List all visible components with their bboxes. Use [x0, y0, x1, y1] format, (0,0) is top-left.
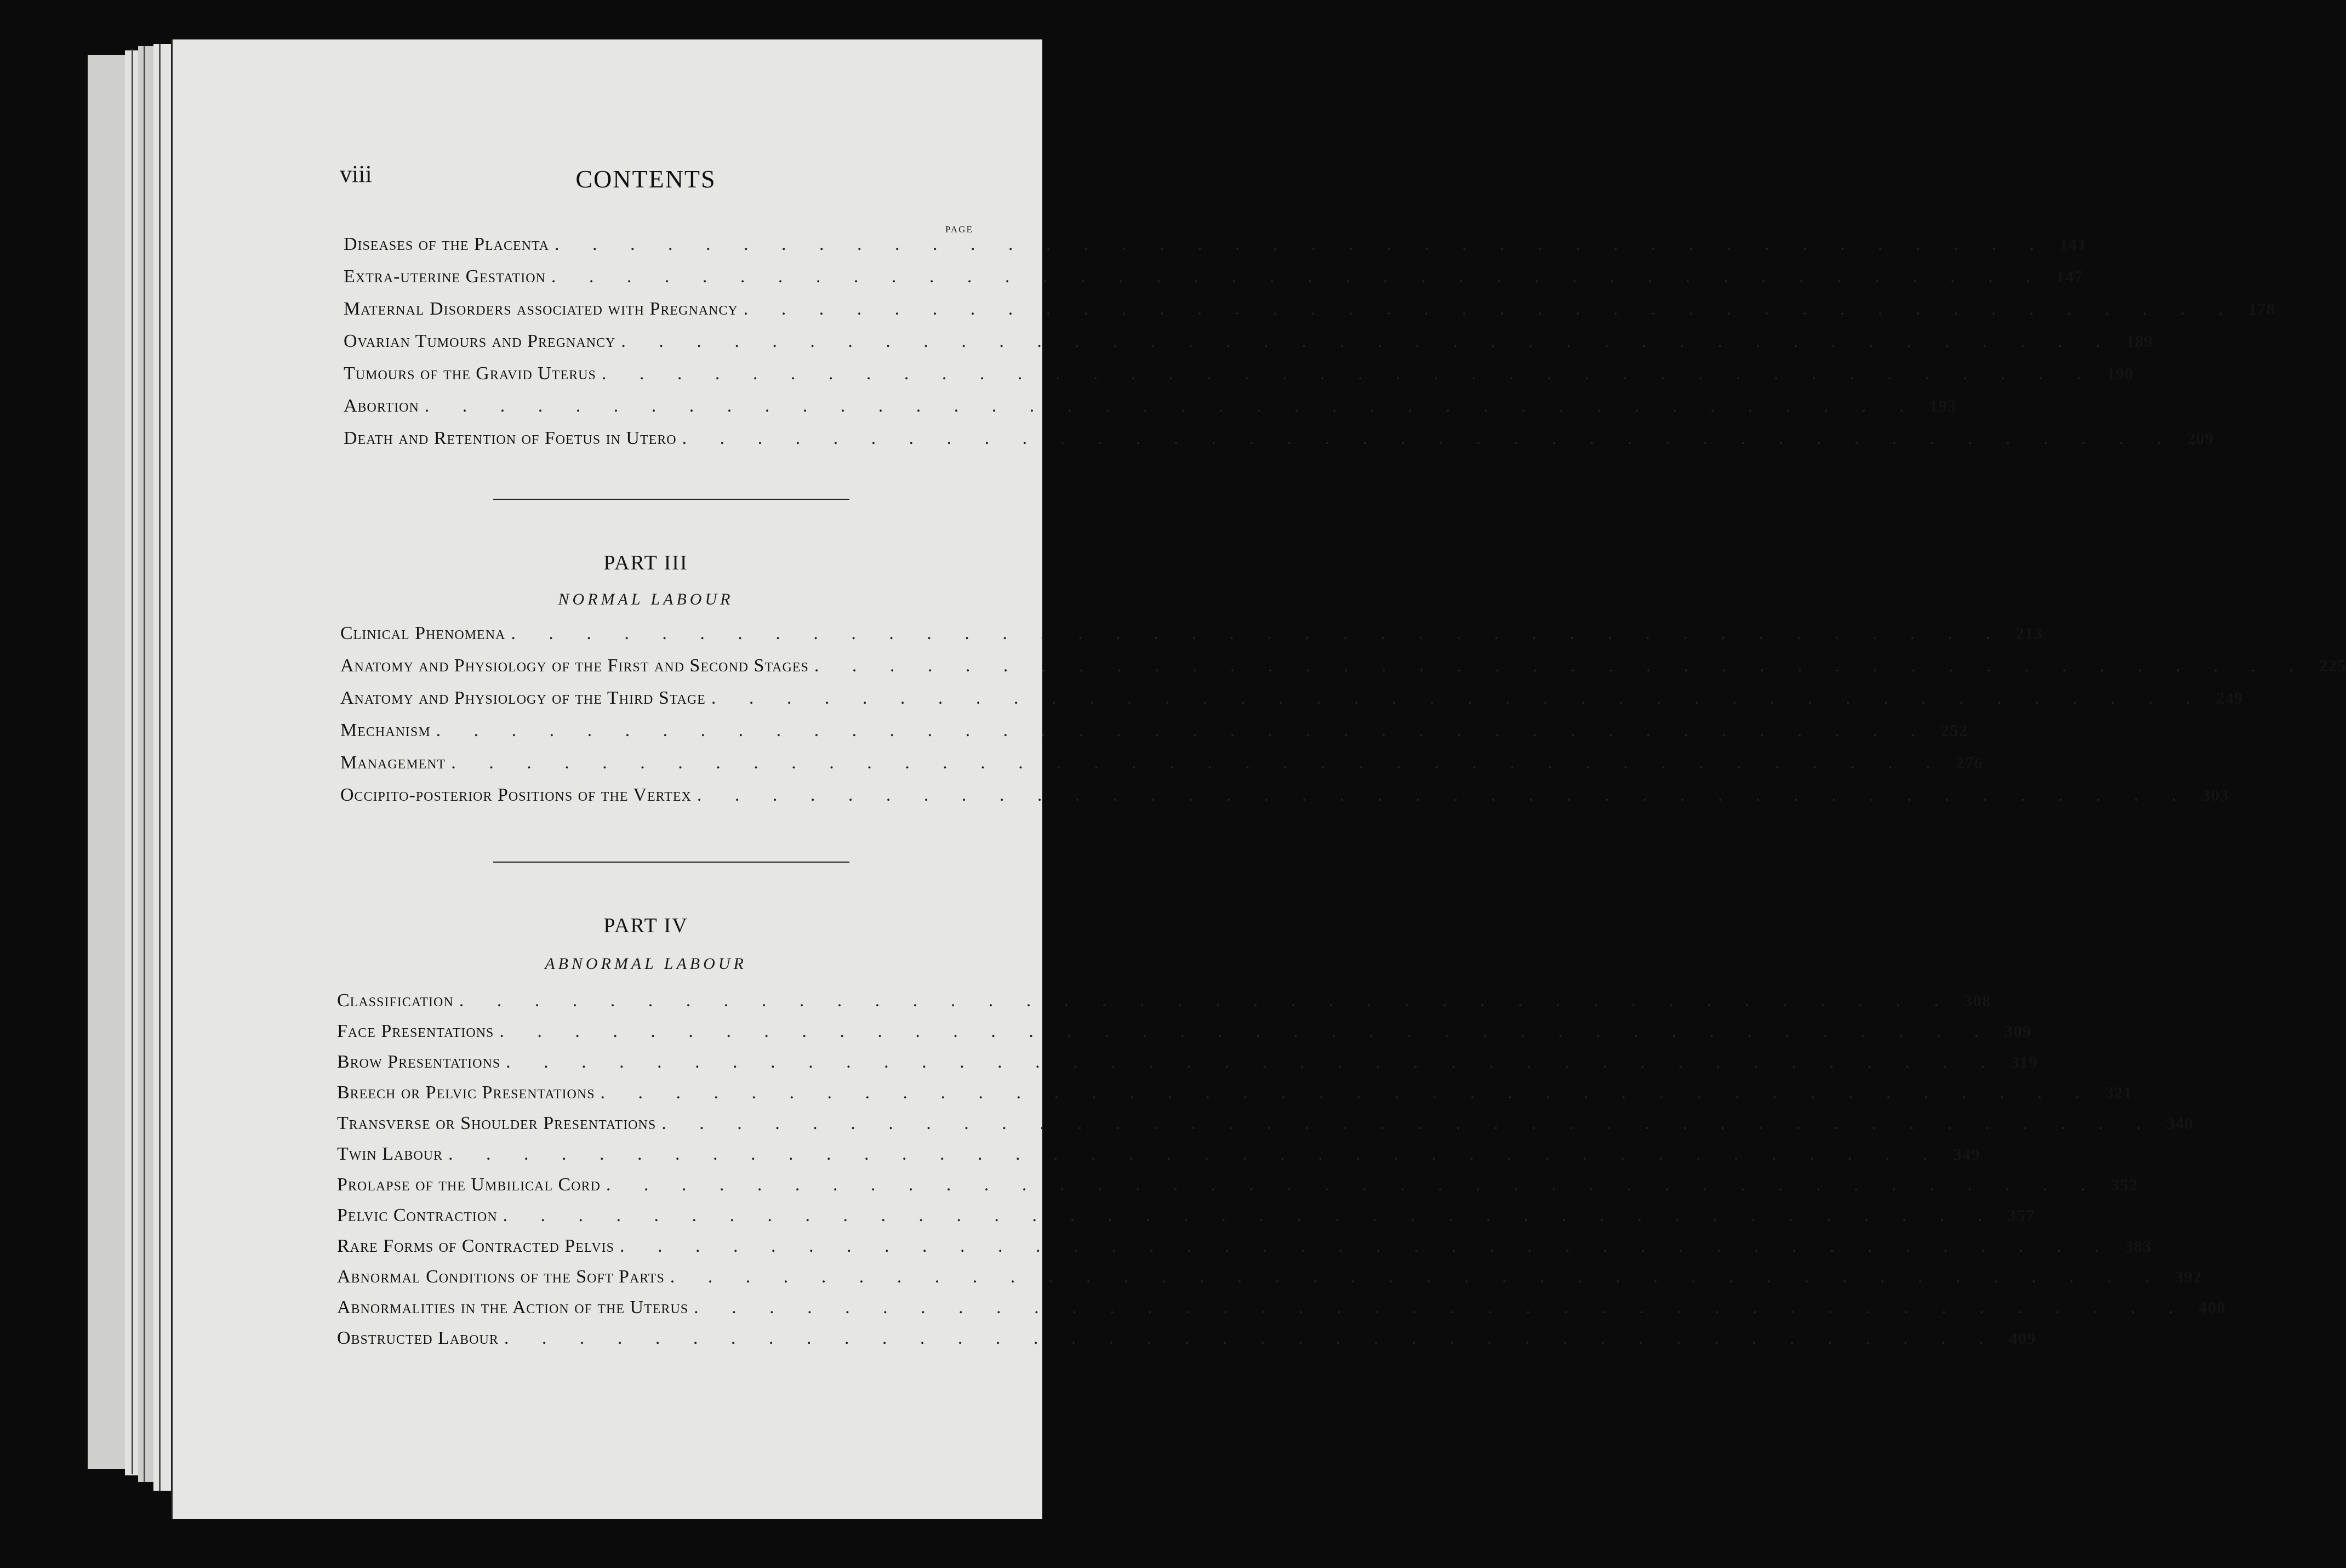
toc-entry-page: 340 — [2166, 1114, 2194, 1133]
toc-entry[interactable] — [340, 785, 2229, 806]
toc-entry-page: 190 — [2106, 364, 2134, 383]
toc-entry[interactable] — [337, 1267, 2202, 1287]
toc-entry-title: Clinical Phenomena — [340, 623, 506, 643]
toc-entry-page: 252 — [1940, 721, 1968, 740]
toc-entry[interactable] — [337, 990, 1991, 1011]
dot-leader: . . . . . . . . . . . . . . . . . . . . . . . . . . . . . . . . . . . . . . . . — [670, 1267, 2164, 1287]
toc-entry[interactable] — [344, 266, 2084, 287]
toc-entry[interactable] — [344, 396, 1957, 417]
toc-entry-page: 276 — [1956, 753, 1983, 772]
dot-leader: . . . . . . . . . . . . . . . . . . . . . . . . . . . . . . . . . . . . . . . . — [694, 1297, 2188, 1318]
dot-leader: . . . . . . . . . . . . . . . . . . . . . . . . . . . . . . . . . . . . . . . . — [451, 752, 1945, 773]
dot-leader: . . . . . . . . . . . . . . . . . . . . . . . . . . . . . . . . . . . . . . . . — [620, 1236, 2114, 1256]
toc-entry[interactable] — [344, 331, 2153, 352]
dot-leader: . . . . . . . . . . . . . . . . . . . . . . . . . . . . . . . . . . . . . . . . — [506, 1052, 2000, 1072]
toc-entry-page: 352 — [2110, 1175, 2138, 1194]
dot-leader: . . . . . . . . . . . . . . . . . . . . . . . . . . . . . . . . . . . . . . . . — [621, 331, 2115, 351]
toc-entry-page: 357 — [2007, 1206, 2035, 1225]
toc-entry-title: Obstructed Labour — [337, 1328, 499, 1348]
running-head — [173, 160, 1042, 198]
toc-entry-page: 193 — [1929, 396, 1957, 415]
dot-leader: . . . . . . . . . . . . . . . . . . . . . . . . . . . . . . . . . . . . . . . . — [459, 990, 1953, 1011]
toc-entry[interactable] — [337, 1328, 2036, 1349]
toc-entry-title: Brow Presentations — [337, 1052, 501, 1072]
section-divider — [493, 862, 849, 863]
toc-entry-title: Ovarian Tumours and Pregnancy — [344, 331, 616, 351]
toc-entry-page: 319 — [2011, 1052, 2038, 1071]
contents-page — [171, 39, 2346, 1519]
toc-entry[interactable] — [337, 1174, 2138, 1195]
toc-entry-title: Diseases of the Placenta — [344, 234, 550, 254]
dot-leader: . . . . . . . . . . . . . . . . . . . . . . . . . . . . . . . . . . . . . . . . — [814, 655, 2308, 676]
toc-entry-page: 303 — [2201, 785, 2229, 805]
toc-entry-page: 189 — [2126, 332, 2153, 351]
toc-entry-title: Breech or Pelvic Presentations — [337, 1082, 595, 1103]
dot-leader: . . . . . . . . . . . . . . . . . . . . . . . . . . . . . . . . . . . . . . . . — [555, 234, 2048, 254]
dot-leader: . . . . . . . . . . . . . . . . . . . . . . . . . . . . . . . . . . . . . . . . — [503, 1205, 1997, 1225]
toc-entry[interactable] — [337, 1021, 2031, 1042]
toc-entry-page: 309 — [2004, 1022, 2031, 1041]
part-heading: PART IV — [603, 914, 688, 937]
dot-leader: . . . . . . . . . . . . . . . . . . . . . . . . . . . . . . . . . . . . . . . . — [661, 1113, 2155, 1133]
toc-entry-title: Death and Retention of Foetus in Utero — [344, 428, 677, 448]
toc-entry-title: Anatomy and Physiology of the First and Second Stages — [340, 655, 809, 676]
toc-entry-page: 400 — [2199, 1298, 2226, 1317]
toc-entry-page: 383 — [2125, 1236, 2152, 1256]
dot-leader: . . . . . . . . . . . . . . . . . . . . . . . . . . . . . . . . . . . . . . . . — [436, 720, 1930, 740]
toc-entry[interactable] — [337, 1113, 2194, 1134]
dot-leader: . . . . . . . . . . . . . . . . . . . . . . . . . . . . . . . . . . . . . . . . — [743, 299, 2237, 319]
toc-entry-page: 141 — [2059, 235, 2087, 254]
toc-entry[interactable] — [344, 363, 2134, 384]
toc-entry-title: Prolapse of the Umbilical Cord — [337, 1174, 601, 1195]
toc-entry[interactable] — [337, 1236, 2152, 1257]
toc-entry-page: 392 — [2174, 1267, 2202, 1286]
toc-entry[interactable] — [337, 1052, 2038, 1073]
dot-leader: . . . . . . . . . . . . . . . . . . . . . . . . . . . . . . . . . . . . . . . . — [606, 1174, 2100, 1195]
dot-leader: . . . . . . . . . . . . . . . . . . . . . . . . . . . . . . . . . . . . . . . . — [504, 1328, 1998, 1348]
page-edge-line — [144, 46, 145, 1482]
toc-entry[interactable] — [340, 655, 2346, 676]
toc-entry[interactable] — [340, 720, 1968, 741]
toc-entry-title: Abortion — [344, 396, 419, 416]
page-folio: viii — [340, 161, 372, 187]
dot-leader: . . . . . . . . . . . . . . . . . . . . . . . . . . . . . . . . . . . . . . . . — [601, 363, 2096, 384]
toc-entry-title: Abnormal Conditions of the Soft Parts — [337, 1267, 665, 1287]
part-subtitle: NORMAL LABOUR — [558, 590, 734, 608]
page-column-label: PAGE — [945, 224, 973, 235]
part-heading: PART III — [603, 551, 688, 574]
toc-entry-page: 321 — [2105, 1083, 2133, 1102]
toc-entry[interactable] — [340, 623, 2043, 644]
toc-entry[interactable] — [337, 1082, 2133, 1103]
toc-entry-title: Rare Forms of Contracted Pelvis — [337, 1236, 614, 1256]
section-divider — [493, 499, 849, 500]
toc-entry-page: 249 — [2216, 688, 2244, 708]
page-title: CONTENTS — [575, 165, 716, 193]
toc-entry-page: 349 — [1953, 1144, 1980, 1164]
toc-entry[interactable] — [337, 1205, 2035, 1226]
toc-entry-title: Occipito-posterior Positions of the Vertex — [340, 785, 692, 805]
part-subtitle: ABNORMAL LABOUR — [545, 955, 747, 973]
page-edge-line — [159, 44, 161, 1491]
toc-entry-title: Extra-uterine Gestation — [344, 266, 546, 287]
dot-leader: . . . . . . . . . . . . . . . . . . . . . . . . . . . . . . . . . . . . . . . . — [551, 266, 2045, 287]
toc-entry-page: 213 — [2016, 624, 2043, 643]
dot-leader: . . . . . . . . . . . . . . . . . . . . . . . . . . . . . . . . . . . . . . . . — [711, 688, 2205, 708]
toc-entry-title: Abnormalities in the Action of the Uterus — [337, 1297, 689, 1318]
toc-entry-title: Twin Labour — [337, 1144, 443, 1164]
toc-entry-title: Mechanism — [340, 720, 431, 740]
toc-entry-title: Transverse or Shoulder Presentations — [337, 1113, 657, 1133]
toc-entry-page: 308 — [1963, 991, 1991, 1010]
toc-entry[interactable] — [337, 1297, 2226, 1318]
toc-entry-title: Tumours of the Gravid Uterus — [344, 363, 596, 384]
toc-entry-page: 409 — [2008, 1328, 2036, 1348]
toc-entry[interactable] — [337, 1144, 1980, 1165]
toc-entry-title: Classification — [337, 990, 454, 1011]
toc-entry-page: 178 — [2248, 299, 2276, 318]
toc-entry-title: Face Presentations — [337, 1021, 494, 1041]
toc-entry[interactable] — [340, 688, 2244, 709]
page-edge-line — [132, 49, 133, 1474]
dot-leader: . . . . . . . . . . . . . . . . . . . . . . . . . . . . . . . . . . . . . . . . — [600, 1082, 2094, 1103]
toc-entry-title: Management — [340, 752, 446, 773]
dot-leader: . . . . . . . . . . . . . . . . . . . . . . . . . . . . . . . . . . . . . . . . — [511, 623, 2005, 643]
dot-leader: . . . . . . . . . . . . . . . . . . . . . . . . . . . . . . . . . . . . . . . . — [424, 396, 1919, 416]
toc-entry-title: Maternal Disorders associated with Pregnancy — [344, 299, 738, 319]
dot-leader: . . . . . . . . . . . . . . . . . . . . . . . . . . . . . . . . . . . . . . . . — [499, 1021, 1993, 1041]
toc-entry[interactable] — [344, 428, 2214, 449]
toc-entry-page: 147 — [2056, 267, 2084, 286]
toc-entry[interactable] — [344, 234, 2087, 255]
toc-entry-title: Pelvic Contraction — [337, 1205, 498, 1225]
toc-entry[interactable] — [344, 299, 2276, 320]
dot-leader: . . . . . . . . . . . . . . . . . . . . . . . . . . . . . . . . . . . . . . . . — [682, 428, 2176, 448]
dot-leader: . . . . . . . . . . . . . . . . . . . . . . . . . . . . . . . . . . . . . . . . — [448, 1144, 1942, 1164]
toc-entry[interactable] — [340, 752, 1983, 773]
toc-entry-page: 225 — [2319, 656, 2346, 675]
dot-leader: . . . . . . . . . . . . . . . . . . . . . . . . . . . . . . . . . . . . . . . . — [697, 785, 2191, 805]
toc-entry-page: 209 — [2187, 429, 2214, 448]
toc-entry-title: Anatomy and Physiology of the Third Stage — [340, 688, 706, 708]
